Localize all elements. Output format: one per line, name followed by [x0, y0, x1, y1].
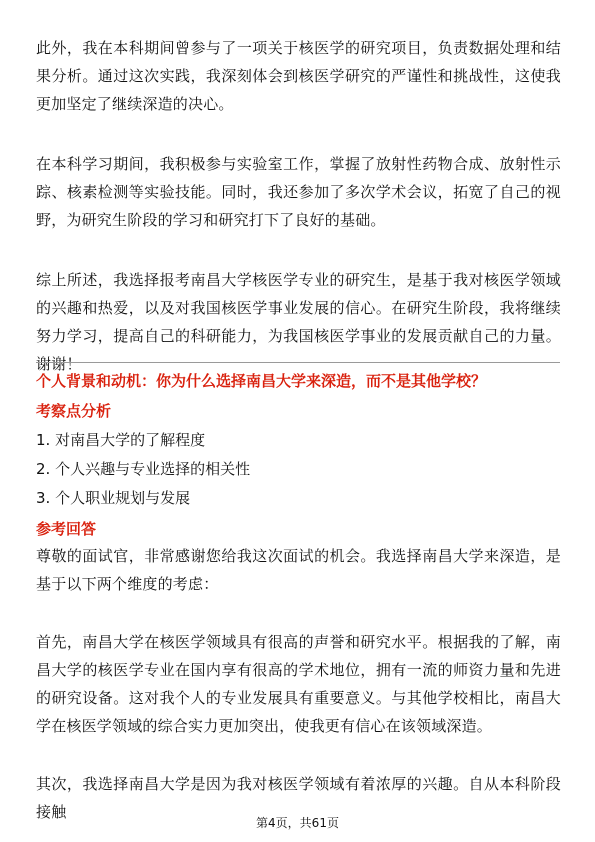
analysis-item: 2. 个人兴趣与专业选择的相关性	[36, 460, 251, 478]
paragraph-conclusion: 综上所述，我选择报考南昌大学核医学专业的研究生，是基于我对核医学领域的兴趣和热爱，以及对我国核医学事业发展的信心。在研究生阶段，我将继续努力学习，提高自己的科研能力，为我国核医学事业的发展贡献自己的力量。谢谢！	[36, 271, 561, 373]
page-number-footer: 第4页，共61页	[256, 816, 339, 830]
analysis-list	[36, 426, 250, 513]
section-divider	[36, 362, 560, 363]
paragraph-lab-skills: 在本科学习期间，我积极参与实验室工作，掌握了放射性药物合成、放射性示踪、核素检测等实验技能。同时，我还参加了多次学术会议，拓宽了自己的视野，为研究生阶段的学习和研究打下了良好的基础。	[36, 155, 561, 229]
analysis-item: 1. 对南昌大学的了解程度	[36, 431, 206, 449]
analysis-heading: 考察点分析	[36, 402, 112, 420]
answer-second-reason-paragraph: 其次，我选择南昌大学是因为我对核医学领域有着浓厚的兴趣。自从本科阶段接触	[36, 775, 561, 821]
answer-first-reason-paragraph: 首先，南昌大学在核医学领域具有很高的声誉和研究水平。根据我的了解，南昌大学的核医学专业在国内享有很高的学术地位，拥有一流的师资力量和先进的研究设备。这对我个人的专业发展具有重要意义。与其他学校相比，南昌大学在核医学领域的综合实力更加突出，使我更有信心在该领域深造。	[36, 633, 561, 735]
analysis-item: 3. 个人职业规划与发展	[36, 489, 191, 507]
answer-heading: 参考回答	[36, 520, 97, 538]
paragraph-research-project: 此外，我在本科期间曾参与了一项关于核医学的研究项目，负责数据处理和结果分析。通过这次实践，我深刻体会到核医学研究的严谨性和挑战性，这使我更加坚定了继续深造的决心。	[36, 39, 561, 113]
answer-intro-paragraph: 尊敬的面试官，非常感谢您给我这次面试的机会。我选择南昌大学来深造，是基于以下两个维度的考虑：	[36, 547, 561, 593]
question-heading: 个人背景和动机：你为什么选择南昌大学来深造，而不是其他学校？	[36, 372, 487, 390]
